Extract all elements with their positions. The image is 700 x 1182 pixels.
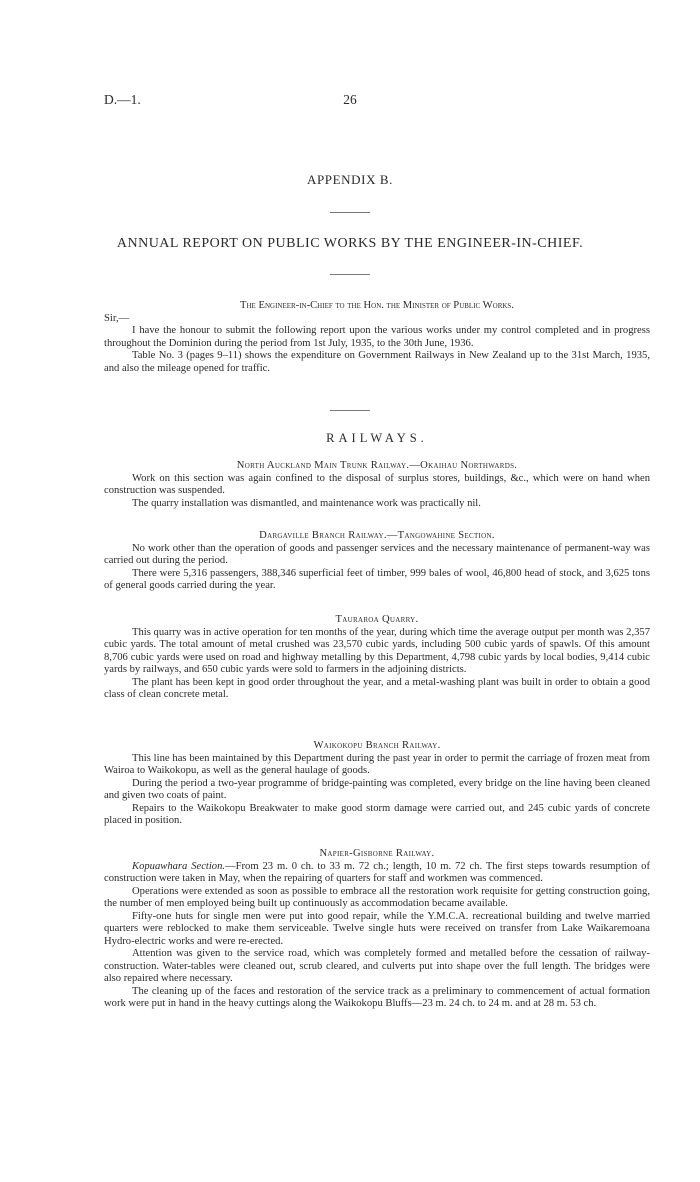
divider bbox=[330, 212, 370, 213]
paragraph: This quarry was in active operation for ten months of the year, during which time the average output per month was 2,357 cubic yards. The total amount of metal crushed was 23,570 cubic yards, including 500 cubic yards of spawls. Of this amount 8,706 cubic yards were used on road and highway metalling by this Department, 4,798 cubic yards by local bodies, 9,414 cubic yards by railways, and 650 cubic yards were sold to farmers in the adjoining districts. bbox=[104, 626, 650, 675]
paragraph: Attention was given to the service road, which was completely formed and metalled before the cessation of railway-construction. Water-tables were cleaned out, scrub cleared, and culverts put into shape over the full length. The bridges were also repaired where necessary. bbox=[104, 948, 650, 984]
section-waikokopu bbox=[104, 740, 650, 828]
paragraph: No work other than the operation of goods and passenger services and the necessary maintenance of permanent-way was carried out during the period. bbox=[104, 542, 650, 566]
paragraph: The quarry installation was dismantled, and maintenance work was practically nil. bbox=[132, 497, 481, 509]
paragraph: Work on this section was again confined to the disposal of surplus stores, buildings, &c., which were on hand when construction was suspended. bbox=[104, 472, 650, 496]
divider bbox=[330, 274, 370, 275]
section-heading: Dargaville Branch Railway.—Tangowahine Section. bbox=[259, 530, 495, 541]
page-header bbox=[0, 92, 700, 108]
section-title-railways: RAILWAYS. bbox=[326, 431, 428, 445]
salutation: Sir,— bbox=[104, 312, 130, 324]
paragraph: Fifty-one huts for single men were put into good repair, while the Y.M.C.A. recreational building and twelve married quarters were reblocked to make them serviceable. Twelve single huts were received on transfer from Lake Waikaremoana Hydro-electric works and were re-erected. bbox=[104, 910, 650, 947]
paragraph: There were 5,316 passengers, 388,346 superficial feet of timber, 999 bales of wool, 46,800 head of stock, and 3,625 tons of general goods carried during the year. bbox=[104, 567, 650, 591]
paragraph: This line has been maintained by this Department during the past year in order to permit the carriage of frozen meat from Wairoa to Waikokopu, as well as the general haulage of goods. bbox=[104, 752, 650, 776]
section-napier-gisborne bbox=[104, 848, 650, 1011]
paragraph bbox=[104, 861, 650, 886]
page-number: 26 bbox=[343, 92, 357, 107]
divider bbox=[330, 410, 370, 411]
report-title: ANNUAL REPORT ON PUBLIC WORKS BY THE ENGINEER-IN-CHIEF. bbox=[116, 236, 584, 251]
paragraph: I have the honour to submit the following report upon the various works under my control completed and in progress throughout the Dominion during the period from 1st July, 1935, to the 30th June, 1936. bbox=[104, 325, 650, 349]
paragraph: The cleaning up of the faces and restoration of the service track as a preliminary to commencement of actual formation work were put in hand in the heavy cuttings along the Waikokopu Bluffs—23 m. 24 ch. to 24 m. and at 28 m. 53 ch. bbox=[104, 985, 650, 1009]
section-dargaville bbox=[104, 530, 650, 593]
appendix-title: APPENDIX B. bbox=[306, 172, 394, 187]
section-heading: North Auckland Main Trunk Railway.—Okaihau Northwards. bbox=[236, 460, 518, 471]
section-heading: Tauraroa Quarry. bbox=[335, 614, 419, 625]
section-north-auckland bbox=[104, 460, 650, 510]
section-heading: Waikokopu Branch Railway. bbox=[313, 740, 441, 751]
paragraph: The plant has been kept in good order throughout the year, and a metal-washing plant was built in order to obtain a good class of clean concrete metal. bbox=[104, 676, 650, 700]
paragraph: Table No. 3 (pages 9–11) shows the expenditure on Government Railways in New Zealand up to the 31st March, 1935, and also the mileage opened for traffic. bbox=[104, 350, 650, 374]
paragraph: Operations were extended as soon as possible to embrace all the restoration work requisite for getting construction going, the number of men employed being built up continuously as accommodation became available. bbox=[104, 885, 650, 909]
letter-addressee: The Engineer-in-Chief to the Hon. the Minister of Public Works. bbox=[240, 300, 514, 311]
railways-heading-block bbox=[104, 432, 650, 445]
letter-intro bbox=[104, 300, 650, 375]
subsection-text: —From 23 m. 0 ch. to 33 m. 72 ch.; length, 10 m. 72 ch. The first steps towards resumption of construction were taken in May, when the repairing of quarters for staff and workmen was commenced. bbox=[104, 860, 650, 884]
paragraph: During the period a two-year programme of bridge-painting was completed, every bridge on the line having been cleaned and given two coats of paint. bbox=[104, 777, 650, 801]
paragraph: Repairs to the Waikokopu Breakwater to make good storm damage were carried out, and 245 cubic yards of concrete placed in position. bbox=[104, 802, 650, 826]
section-tauraroa-quarry bbox=[104, 614, 650, 702]
document-reference: D.—1. bbox=[104, 92, 141, 107]
section-heading: Napier-Gisborne Railway. bbox=[319, 848, 435, 859]
subsection-title: Kopuawhara Section. bbox=[132, 860, 226, 872]
